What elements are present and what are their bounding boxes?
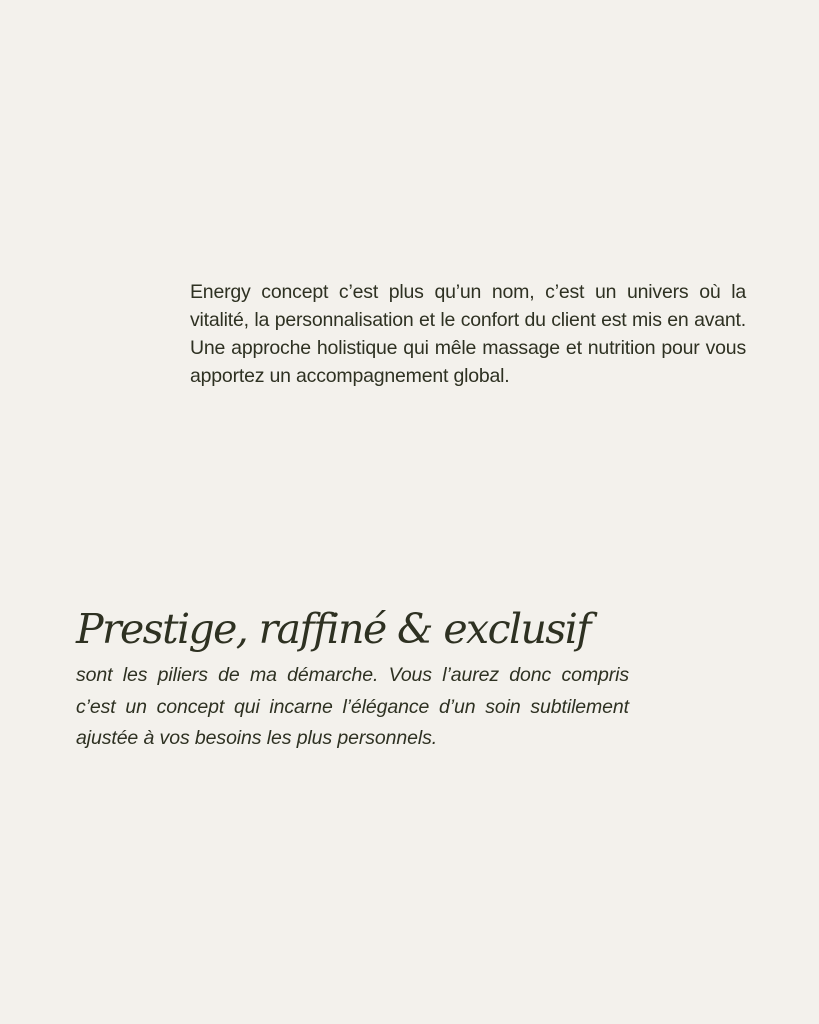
intro-paragraph: Energy concept c’est plus qu’un nom, c’est un univers où la vitalité, la personnalisation et le confort du client est mis en avant. Une approche holistique qui mêle massage et nutrition pour vous apportez un accompagnement global. [190, 281, 746, 387]
pillars-headline: Prestige, raffiné & exclusif [76, 605, 590, 653]
pillars-paragraph: sont les piliers de ma démarche. Vous l’aurez donc compris c’est un concept qui incarne l’élégance d’un soin subtilement ajustée à vos besoins les plus personnels. [76, 664, 629, 749]
